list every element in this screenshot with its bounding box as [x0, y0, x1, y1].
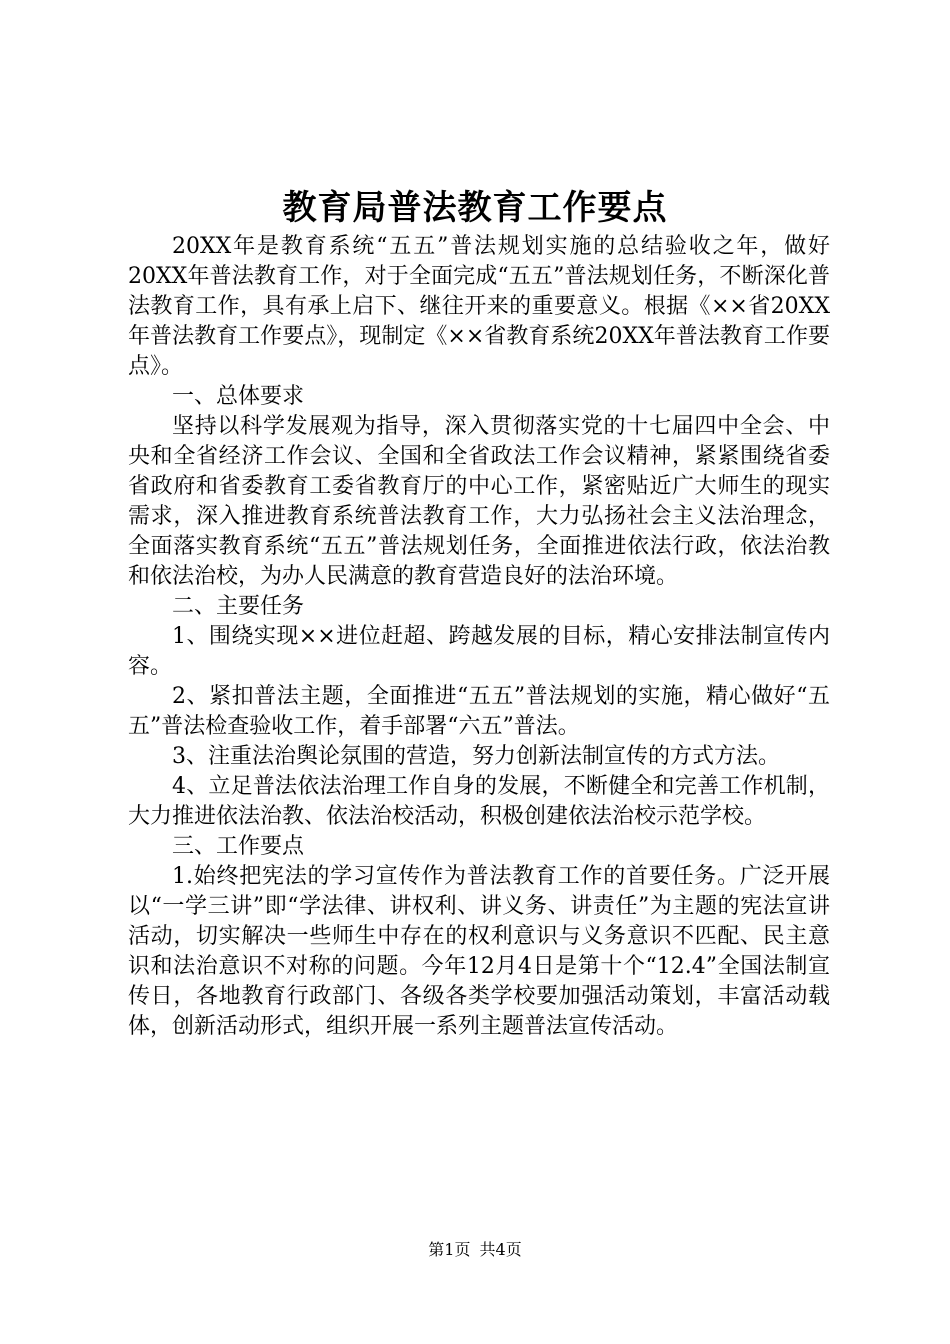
- paragraph-task-1: 1、围绕实现××进位赶超、跨越发展的目标，精心安排法制宣传内容。: [128, 624, 830, 679]
- section-heading-work-points: 三、工作要点: [172, 834, 305, 859]
- paragraph-task-2: 2、紧扣普法主题，全面推进“五五”普法规划的实施，精心做好“五五”普法检查验收工作，着手部署“六五”普法。: [128, 684, 830, 739]
- page-number: 第1页: [428, 1240, 471, 1259]
- section-heading-overall-requirements: 一、总体要求: [172, 384, 305, 409]
- paragraph-task-3: 3、注重法治舆论氛围的营造，努力创新法制宣传的方式方法。: [172, 744, 780, 769]
- document-title: 教育局普法教育工作要点: [282, 188, 668, 228]
- paragraph-task-4: 4、立足普法依法治理工作自身的发展，不断健全和完善工作机制，大力推进依法治教、依法治校活动，积极创建依法治校示范学校。: [128, 774, 830, 829]
- document-body: [128, 232, 830, 1042]
- paragraph-work-point-1: 1.始终把宪法的学习宣传作为普法教育工作的首要任务。广泛开展以“一学三讲”即“学法律、讲权利、讲义务、讲责任”为主题的宪法宣讲活动，切实解决一些师生中存在的权利意识与义务意识不匹配、民主意识和法治意识不对称的问题。今年12月4日是第十个“12.4”全国法制宣传日，各地教育行政部门、各级各类学校要加强活动策划，丰富活动载体，创新活动形式，组织开展一系列主题普法宣传活动。: [128, 864, 830, 1039]
- page-total: 共4页: [479, 1240, 522, 1259]
- page-footer: [0, 1238, 950, 1262]
- paragraph-overall-requirements: 坚持以科学发展观为指导，深入贯彻落实党的十七届四中全会、中央和全省经济工作会议、全国和全省政法工作会议精神，紧紧围绕省委省政府和省委教育工委省教育厅的中心工作，紧密贴近广大师生的现实需求，深入推进教育系统普法教育工作，大力弘扬社会主义法治理念，全面落实教育系统“五五”普法规划任务，全面推进依法行政，依法治教和依法治校，为办人民满意的教育营造良好的法治环境。: [128, 414, 830, 589]
- paragraph-intro: 20XX年是教育系统“五五”普法规划实施的总结验收之年，做好20XX年普法教育工作，对于全面完成“五五”普法规划任务，不断深化普法教育工作，具有承上启下、继往开来的重要意义。根据《××省20XX年普法教育工作要点》，现制定《××省教育系统20XX年普法教育工作要点》。: [128, 234, 830, 379]
- section-heading-main-tasks: 二、主要任务: [172, 594, 305, 619]
